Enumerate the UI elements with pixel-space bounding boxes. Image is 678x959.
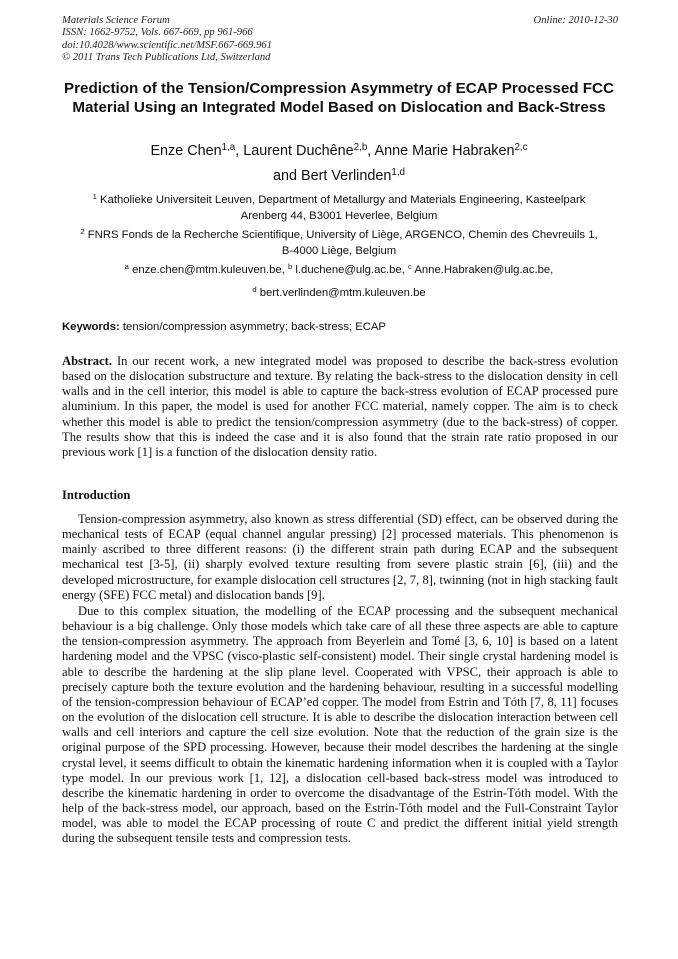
doi-line: doi:10.4028/www.scientific.net/MSF.667-669.961 [62,39,272,51]
keywords-label: Keywords: [62,321,120,333]
email: Anne.Habraken@ulg.ac.be, [414,264,554,276]
online-date: Online: 2010-12-30 [533,15,618,26]
author-superscript: 1,a [221,142,236,154]
intro-paragraph: Tension-compression asymmetry, also known as stress differential (SD) effect, can be observed during the mechanical tests of ECAP (equal channel angular pressing) [2] processed materials. This phenomenon is mainly ascribed to three different reasons: (i) the different strain path during ECAP and the subsequent mechanical test [3-5], (ii) sharply evolved texture resulting from severe plastic strain [6], (iii) and the developed microstructure, for example dislocation cell structures [2, 7, 8], twinning (not in high stacking fault energy (SFE) FCC metal) and dislocation bands [9]. [62,512,618,602]
author-superscript: 1,d [391,167,405,179]
author-name: and Bert Verlinden [272,168,392,184]
author-name: Enze Chen [150,143,222,159]
email: l.duchene@ulg.ac.be, [295,264,405,276]
affiliation-superscript: 1 [92,192,97,202]
paper-title: Prediction of the Tension/Compression Asymmetry of ECAP Processed FCC Material Using an Integrated Model Based on Dislocation and Back-Stress [64,80,614,116]
affiliation-superscript: 2 [80,227,85,237]
author-superscript: 2,b [353,142,368,154]
keywords [62,320,618,334]
author-line-2 [60,167,618,185]
intro-paragraph: Due to this complex situation, the modelling of the ECAP processing and the subsequent mechanical behaviour is a big challenge. Only those models which take care of all these three aspects are able to capture the tension-compression asymmetry. The approach from Beyerlein and Tomé [3, 6, 10] is based on a latent hardening model and the VPSC (visco-plastic self-consistent) model. Their single crystal hardening model is able to describe the hardening at the slip plane level. Cooperated with VPSC, their approach is able to precisely capture both the texture evolution and the hardening behaviour, resulting in a successful modelling of the tension-compression behaviour of ECAP’ed copper. The model from Estrin and Tóth [7, 8, 11] focuses on the evolution of the dislocation cell structure. It is able to describe the dislocation interaction between cell walls and cell interiors and capture the cell size evolution. Note that the reduction of the grain size is the original purpose of the SPD processing. However, because their model describes the hardening at the single crystal level, it seems difficult to obtain the kinematic hardening information when it is coupled with a Taylor type model. In our previous work [1, 12], a dislocation cell-based back-stress model was introduced to describe the kinematic hardening in order to overcome the disadvantage of the Estrin-Tóth model. With the help of the back-stress model, our approach, based on the Estrin-Tóth model and the Full-Constraint Taylor model, was able to model the ECAP processing of route C and predict the different initial yield strength during the subsequent tensile tests and compression tests. [62,604,618,846]
author-name: Anne Marie Habraken [374,143,515,159]
abstract-text: In our recent work, a new integrated model was proposed to describe the back-stress evolution based on the dislocation substructure and texture. By relating the back-stress to the dislocation density in cell walls and in the cell interior, this model is able to capture the back-stress evolution of ECAP processed pure aluminium. In this paper, the model is used for another FCC material, namely copper. The aim is to check whether this model is able to predict the tension/compression asymmetry (due to the back-stress) of copper. The results show that this is indeed the case and it is also found that the strain rate ratio proposed in our previous work [1] is a function of the dislocation density ratio. [62,354,618,459]
section-heading-introduction: Introduction [62,488,131,502]
author-line-1: Enze Chen$^{1,a}$, Laurent Duchêne$^{2,b}$, Anne Marie Habraken$^{2,c}$ [150,142,528,159]
author-name: Laurent Duchêne [243,143,354,159]
keywords-text: tension/compression asymmetry; back-stress; ECAP [122,321,386,333]
author-superscript: 2,c [514,142,528,154]
journal-name: Materials Science Forum [62,15,170,26]
affiliation-1 [80,193,598,224]
journal-header [62,15,618,65]
abstract [62,354,618,460]
email-line-2: $^d$ bert.verlinden@mtm.kuleuven.be [252,285,426,299]
copyright-line: © 2011 Trans Tech Publications Ltd, Switzerland [62,52,271,64]
abstract-label: Abstract. [62,354,113,368]
email: bert.verlinden@mtm.kuleuven.be [259,287,426,299]
email: enze.chen@mtm.kuleuven.be, [132,264,285,276]
affiliation-text: FNRS Fonds de la Recherche Scientifique, University of Liège, ARGENCO, Chemin des Chevreuils 1, B-4000 Liège, Belgium [87,229,598,257]
affiliation-2 [80,228,598,259]
email-line-1: $^a$ enze.chen@mtm.kuleuven.be, $^b$ l.duchene@ulg.ac.be, $^c$ Anne.Habraken@ulg.ac.be, [124,262,554,276]
affiliation-text: Katholieke Universiteit Leuven, Department of Metallurgy and Materials Engineering, Kasteelpark Arenberg 44, B3001 Heverlee, Belgium [100,194,586,222]
issn-line: ISSN: 1662-9752, Vols. 667-669, pp 961-966 [62,27,253,39]
